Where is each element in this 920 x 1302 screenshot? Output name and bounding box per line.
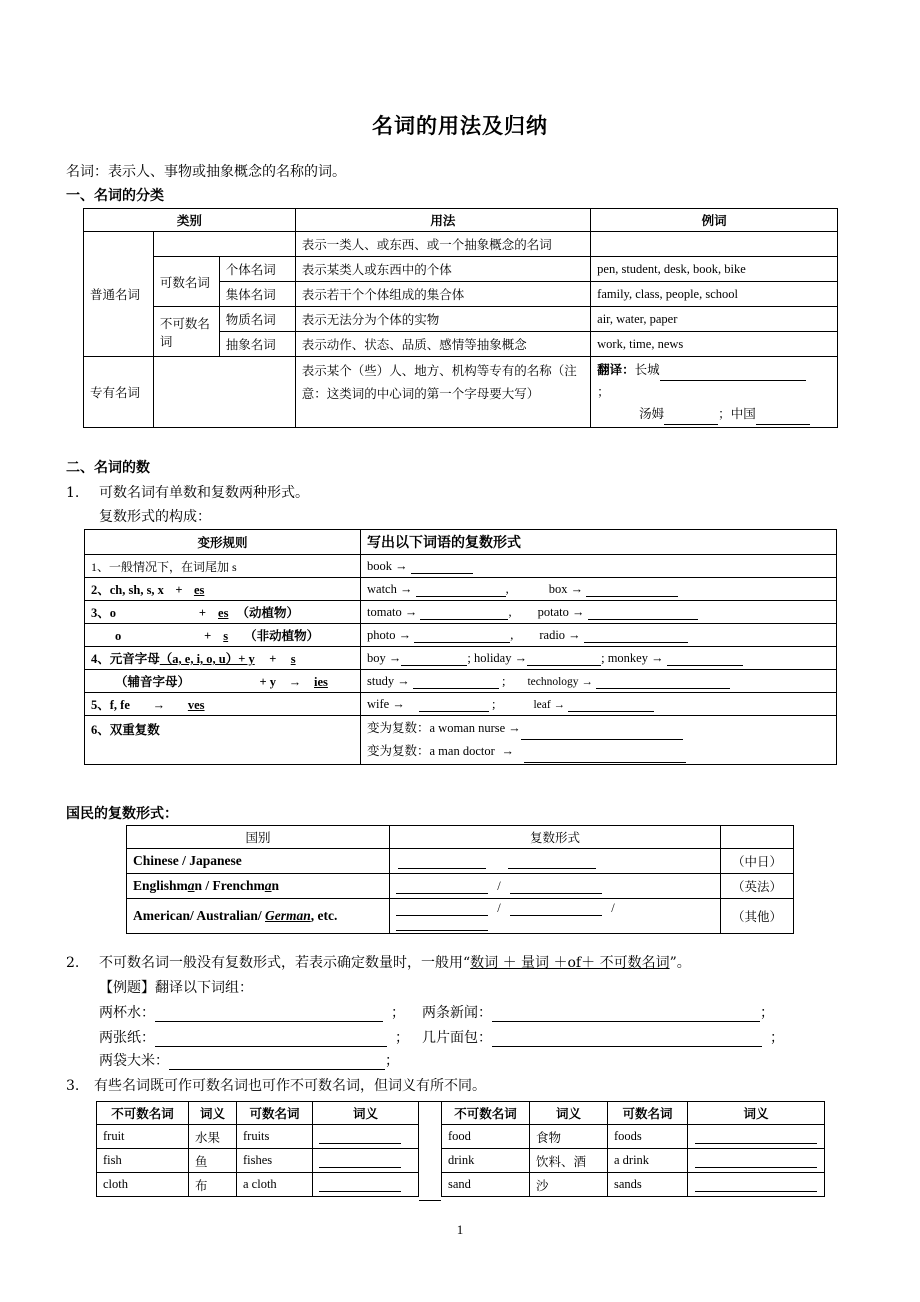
n-frenchm: n / Frenchm xyxy=(194,878,265,893)
page-title: 名词的用法及归纳 xyxy=(372,113,548,138)
table-connector-top xyxy=(419,1101,441,1102)
answer-blank[interactable] xyxy=(398,855,486,869)
rule-6: 6、双重复数 xyxy=(85,716,361,765)
national-others xyxy=(127,899,390,934)
exercise-label: 两张纸： xyxy=(99,1030,155,1046)
answer-blank[interactable] xyxy=(568,698,654,712)
answer-blank[interactable] xyxy=(596,675,730,689)
header-usage: 用法 xyxy=(295,209,590,232)
plural-answer-cell xyxy=(390,899,721,934)
rule-1: 1、一般情况下，在词尾加 s xyxy=(85,555,361,578)
table-row xyxy=(85,578,837,601)
table-row xyxy=(84,257,838,282)
answer-cell xyxy=(688,1173,825,1197)
header-rule: 变形规则 xyxy=(85,530,361,555)
semicolon: ； xyxy=(718,406,731,421)
word-boy: boy → xyxy=(367,650,402,665)
arrow-icon: → xyxy=(288,675,302,689)
word-man-doctor: 变为复数：a man doctor xyxy=(367,744,495,758)
word-cell: cloth xyxy=(97,1173,189,1197)
table-connector-bottom xyxy=(419,1200,441,1201)
table-row xyxy=(85,624,837,647)
answer-blank[interactable] xyxy=(524,749,686,763)
table-row xyxy=(85,716,837,765)
empty-cell xyxy=(153,357,295,428)
word-radio: radio → xyxy=(539,627,581,642)
word-tomato: tomato → xyxy=(367,604,418,619)
rule-5 xyxy=(85,693,361,716)
meaning-cell: 水果 xyxy=(189,1125,237,1149)
header-uncountable: 不可数名词 xyxy=(442,1102,530,1125)
word-cell: a drink xyxy=(608,1149,688,1173)
plural-answer-cell xyxy=(361,647,837,670)
proper-examples-cell xyxy=(591,357,838,428)
rule-4b-label: （辅音字母） xyxy=(115,675,191,689)
example-label: 【例题】翻译以下词组： xyxy=(99,980,253,996)
answer-blank[interactable] xyxy=(396,902,488,916)
exercise-two-news: 两条新闻： ； xyxy=(422,1005,774,1021)
word-cell: food xyxy=(442,1125,530,1149)
word-study: study → xyxy=(367,673,410,688)
answer-blank[interactable] xyxy=(416,583,506,597)
rule-2-endings: 2、ch, sh, s, x xyxy=(91,583,164,597)
table-row xyxy=(85,555,837,578)
letter-a: a xyxy=(264,878,272,893)
exercise-some-bread: 几片面包： ； xyxy=(422,1030,784,1046)
rule-4 xyxy=(85,647,361,670)
header-examples: 例词 xyxy=(591,209,838,232)
exercise-label: 几片面包： xyxy=(422,1030,492,1046)
header-meaning: 词义 xyxy=(688,1102,825,1125)
suffix-s: s xyxy=(290,652,296,666)
table-row xyxy=(84,232,838,257)
answer-blank[interactable] xyxy=(413,675,499,689)
table-row xyxy=(97,1125,419,1149)
answer-blank[interactable] xyxy=(588,606,698,620)
item3-text: 有些名词既可作可数名词也可作不可数名词，但词义有所不同。 xyxy=(94,1078,486,1094)
abstract-noun-cell: 抽象名词 xyxy=(219,332,295,357)
answer-cell xyxy=(688,1125,825,1149)
uncountable-cell: 不可数名词 xyxy=(153,307,219,357)
word-potato: potato → xyxy=(537,604,585,619)
answer-blank[interactable] xyxy=(155,1033,387,1047)
collective-usage-cell: 表示若干个个体组成的集合体 xyxy=(295,282,590,307)
answer-blank[interactable] xyxy=(756,411,810,425)
answer-cell xyxy=(313,1149,419,1173)
collective-examples-cell: family, class, people, school xyxy=(591,282,838,307)
comma: , xyxy=(508,604,512,619)
meaning-cell: 饮料、酒 xyxy=(530,1149,608,1173)
header-countable: 可数名词 xyxy=(237,1102,313,1125)
item1-number: 1. xyxy=(66,485,80,501)
exercise-label: 两袋大米： xyxy=(99,1053,169,1069)
suffix-es: es xyxy=(193,583,205,597)
word-book: book → xyxy=(367,558,408,573)
american-australian: American/ Australian/ xyxy=(133,908,265,923)
item3-number: 3. xyxy=(66,1078,80,1094)
table-header-row xyxy=(84,209,838,232)
semicolon: ; xyxy=(491,696,496,711)
rule-4b xyxy=(85,670,361,693)
answer-blank[interactable] xyxy=(664,411,718,425)
table-header-row xyxy=(97,1102,419,1125)
plural-answer-cell xyxy=(361,693,837,716)
word-cell: foods xyxy=(608,1125,688,1149)
word-box: box → xyxy=(548,581,584,596)
common-noun-cell xyxy=(84,232,154,357)
etc: , etc. xyxy=(310,908,338,923)
word-leaf: leaf → xyxy=(533,698,566,711)
table-row xyxy=(85,670,837,693)
answer-blank[interactable] xyxy=(396,917,488,931)
exercise-two-cups-water: 两杯水： ； xyxy=(99,1005,405,1021)
englishm: Englishm xyxy=(133,878,188,893)
note-england-france: （英法） xyxy=(721,874,794,899)
item2-formula: 数词 ＋ 量词 ＋of＋ 不可数名词 xyxy=(470,955,670,971)
rule-3-ending: 3、o xyxy=(91,606,117,620)
header-plural: 写出以下词语的复数形式 xyxy=(361,530,837,555)
empty-cell xyxy=(591,232,838,257)
material-usage-cell: 表示无法分为个体的实物 xyxy=(295,307,590,332)
answer-blank[interactable] xyxy=(396,880,488,894)
material-examples-cell: air, water, paper xyxy=(591,307,838,332)
empty-cell xyxy=(721,826,794,849)
answer-blank[interactable] xyxy=(584,629,688,643)
plural-answer-cell xyxy=(361,555,837,578)
rule-4-vowels: （a, e, i, o, u）+ y xyxy=(159,652,255,666)
arrow-icon: → xyxy=(501,744,515,758)
word-cell: fruits xyxy=(237,1125,313,1149)
answer-blank[interactable] xyxy=(660,367,806,381)
meaning-cell: 沙 xyxy=(530,1173,608,1197)
answer-blank[interactable] xyxy=(527,652,601,666)
item1-text: 可数名词有单数和复数两种形式。 xyxy=(99,485,309,501)
header-country: 国别 xyxy=(127,826,390,849)
suffix-ves: ves xyxy=(187,698,205,712)
answer-blank[interactable] xyxy=(155,1008,383,1022)
suffix-es: es xyxy=(218,606,229,620)
exercise-label: 两杯水： xyxy=(99,1005,155,1021)
answer-cell xyxy=(688,1149,825,1173)
meaning-cell: 食物 xyxy=(530,1125,608,1149)
rule-3b xyxy=(85,624,361,647)
plural-answer-cell xyxy=(361,670,837,693)
nationals-table xyxy=(126,825,794,934)
table-row xyxy=(97,1173,419,1197)
suffix-ies: ies xyxy=(314,675,328,689)
word-watch: watch → xyxy=(367,581,413,596)
translate-great-wall: 长城 xyxy=(634,362,660,377)
header-meaning: 词义 xyxy=(189,1102,237,1125)
plural-answer-cell xyxy=(361,716,837,765)
table-row xyxy=(97,1149,419,1173)
answer-cell xyxy=(313,1125,419,1149)
word-wife: wife → xyxy=(367,696,405,711)
meaning-cell: 鱼 xyxy=(189,1149,237,1173)
answer-blank[interactable] xyxy=(521,726,683,740)
answer-blank[interactable] xyxy=(508,855,596,869)
word-cell: fishes xyxy=(237,1149,313,1173)
plural-answer-cell xyxy=(361,601,837,624)
word-cell: fish xyxy=(97,1149,189,1173)
table-row xyxy=(442,1173,825,1197)
answer-blank[interactable] xyxy=(319,1178,401,1192)
material-noun-cell: 物质名词 xyxy=(219,307,295,332)
answer-blank[interactable] xyxy=(695,1154,817,1168)
item2-text-c: ”。 xyxy=(669,955,691,971)
word-monkey: ; monkey → xyxy=(601,650,664,665)
exercise-two-bags-rice: 两袋大米： ； xyxy=(99,1053,399,1069)
comma: , xyxy=(505,581,509,596)
answer-blank[interactable] xyxy=(414,629,510,643)
plus-sign: + xyxy=(175,583,183,597)
proper-noun-cell: 专有名词 xyxy=(84,357,154,428)
header-category: 类别 xyxy=(84,209,296,232)
table-row xyxy=(442,1149,825,1173)
table-header-row xyxy=(127,826,794,849)
item1-subtitle: 复数形式的构成： xyxy=(99,509,211,525)
plural-rules-table xyxy=(84,529,837,765)
common-noun-label: 普通名词 xyxy=(90,287,141,302)
plural-answer-cell xyxy=(361,624,837,647)
abstract-examples-cell: work, time, news xyxy=(591,332,838,357)
meaning-cell: 布 xyxy=(189,1173,237,1197)
slash: / xyxy=(497,901,501,915)
note-others: （其他） xyxy=(721,899,794,934)
answer-blank[interactable] xyxy=(492,1008,760,1022)
slash: / xyxy=(611,901,615,915)
table-header-row xyxy=(442,1102,825,1125)
answer-blank[interactable] xyxy=(667,652,743,666)
answer-blank[interactable] xyxy=(492,1033,762,1047)
word-cell: a cloth xyxy=(237,1173,313,1197)
page-number: 1 xyxy=(456,1222,464,1237)
intro-definition: 名词：表示人、事物或抽象概念的名称的词。 xyxy=(66,164,346,180)
answer-blank[interactable] xyxy=(401,652,467,666)
answer-blank[interactable] xyxy=(411,560,473,574)
section1-heading: 一、名词的分类 xyxy=(66,188,164,204)
rule-5-endings: 5、f, fe xyxy=(91,698,130,712)
table-row xyxy=(84,307,838,332)
word-cell: sand xyxy=(442,1173,530,1197)
header-meaning: 词义 xyxy=(530,1102,608,1125)
table-row xyxy=(85,601,837,624)
plural-answer-cell xyxy=(390,849,721,874)
translate-tom: 汤姆 xyxy=(639,406,665,421)
item2-text-a: 不可数名词一般没有复数形式，若表示确定数量时，一般用“ xyxy=(99,955,471,971)
rule-3 xyxy=(85,601,361,624)
exercise-label: 两条新闻： xyxy=(422,1005,492,1021)
empty-cell xyxy=(153,232,295,257)
semicolon: ； xyxy=(597,384,610,399)
individual-examples-cell: pen, student, desk, book, bike xyxy=(591,257,838,282)
semicolon: ; xyxy=(501,673,506,688)
rule-3b-ending: o xyxy=(115,629,122,643)
proper-usage-cell: 表示某个（些）人、地方、机构等专有的名称（注意：这类词的中心词的第一个字母要大写） xyxy=(295,357,590,428)
word-cell: fruit xyxy=(97,1125,189,1149)
arrow-icon: → xyxy=(152,698,166,712)
translate-label: 翻译： xyxy=(597,362,635,377)
national-english-french xyxy=(127,874,390,899)
answer-blank[interactable] xyxy=(586,583,678,597)
translate-china: 中国 xyxy=(730,406,756,421)
collective-noun-cell: 集体名词 xyxy=(219,282,295,307)
item2-number: 2. xyxy=(66,955,80,971)
answer-blank[interactable] xyxy=(319,1154,401,1168)
rule-2 xyxy=(85,578,361,601)
exercise-two-sheets-paper: 两张纸： ； xyxy=(99,1030,409,1046)
answer-blank[interactable] xyxy=(319,1130,401,1144)
slash: / xyxy=(497,878,501,893)
table-row xyxy=(85,693,837,716)
letter-n: n xyxy=(271,878,280,893)
answer-blank[interactable] xyxy=(695,1130,817,1144)
table-row xyxy=(84,357,838,428)
header-countable: 可数名词 xyxy=(608,1102,688,1125)
answer-blank[interactable] xyxy=(419,698,489,712)
suffix-s: s xyxy=(223,629,229,643)
table-header-row xyxy=(85,530,837,555)
rule-3b-note: （非动植物） xyxy=(244,629,320,643)
header-uncountable: 不可数名词 xyxy=(97,1102,189,1125)
word-technology: technology → xyxy=(527,675,593,688)
section2-heading: 二、名词的数 xyxy=(66,460,150,476)
comma: , xyxy=(510,627,514,642)
table-row xyxy=(127,899,794,934)
nationals-heading: 国民的复数形式： xyxy=(66,806,178,822)
plus-sign: + xyxy=(204,629,212,643)
table-row xyxy=(85,647,837,670)
classification-table xyxy=(83,208,838,428)
plural-answer-cell xyxy=(390,874,721,899)
table-row xyxy=(127,849,794,874)
common-usage-cell: 表示一类人、或东西、或一个抽象概念的名词 xyxy=(295,232,590,257)
word-photo: photo → xyxy=(367,627,412,642)
header-meaning: 词义 xyxy=(313,1102,419,1125)
countable-cell: 可数名词 xyxy=(153,257,219,307)
word-cell: sands xyxy=(608,1173,688,1197)
answer-blank[interactable] xyxy=(420,606,508,620)
national-chinese-japanese: Chinese / Japanese xyxy=(127,849,390,874)
answer-blank[interactable] xyxy=(169,1056,385,1070)
item2-text xyxy=(99,954,691,972)
answer-blank[interactable] xyxy=(510,902,602,916)
answer-cell xyxy=(313,1173,419,1197)
word-woman-nurse: 变为复数：a woman nurse → xyxy=(367,721,521,735)
table-row xyxy=(127,874,794,899)
rule-4-label: 4、元音字母 xyxy=(91,652,160,666)
word-holiday: ; holiday → xyxy=(467,650,528,665)
plus-sign: + xyxy=(269,652,277,666)
answer-blank[interactable] xyxy=(695,1178,817,1192)
note-china-japan: （中日） xyxy=(721,849,794,874)
individual-usage-cell: 表示某类人或东西中的个体 xyxy=(295,257,590,282)
rule-3-note: （动植物） xyxy=(236,606,299,620)
abstract-usage-cell: 表示动作、状态、品质、感情等抽象概念 xyxy=(295,332,590,357)
individual-noun-cell: 个体名词 xyxy=(219,257,295,282)
plus-sign: + xyxy=(198,606,207,620)
meaning-table-left xyxy=(96,1101,419,1197)
german: German xyxy=(265,908,311,923)
letter-a: a xyxy=(187,878,195,893)
plural-answer-cell xyxy=(361,578,837,601)
meaning-table-right xyxy=(441,1101,825,1197)
plus-y: + y xyxy=(259,675,277,689)
header-plural-form: 复数形式 xyxy=(390,826,721,849)
word-cell: drink xyxy=(442,1149,530,1173)
table-row xyxy=(442,1125,825,1149)
answer-blank[interactable] xyxy=(510,880,602,894)
